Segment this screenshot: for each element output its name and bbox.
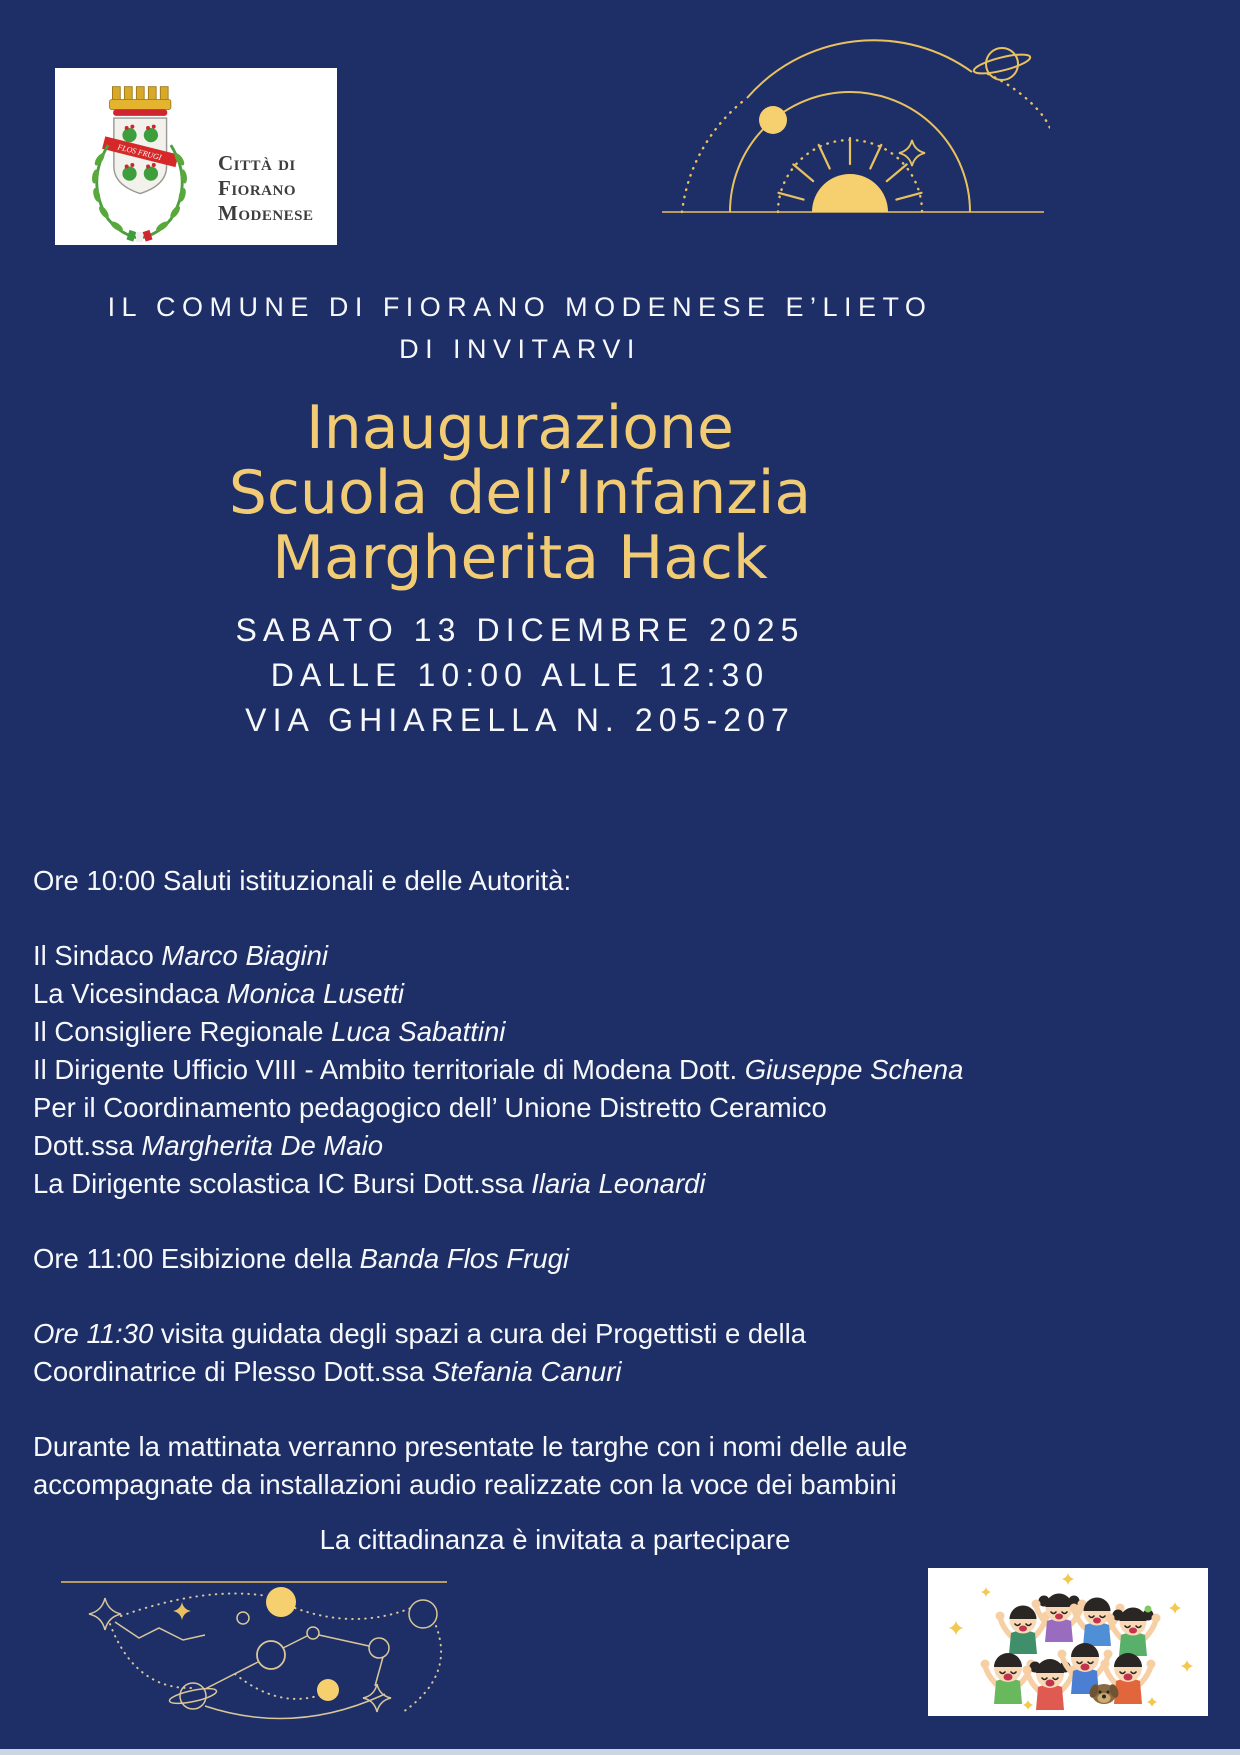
cheering-children-icon xyxy=(928,1568,1208,1716)
page-title xyxy=(0,393,1040,593)
municipality-name-line: Modenese xyxy=(218,201,314,225)
star-icon xyxy=(899,140,925,166)
children-illustration xyxy=(928,1568,1208,1716)
event-date: SABATO 13 DICEMBRE 2025 xyxy=(235,612,805,648)
program-line: Il Sindaco Marco Biagini xyxy=(33,940,329,971)
event-details xyxy=(0,608,1040,743)
event-address: VIA GHIARELLA N. 205-207 xyxy=(245,702,795,738)
sparkle-icon xyxy=(173,1602,191,1620)
program xyxy=(33,862,1213,1504)
municipality-name-line: Fiorano xyxy=(218,176,296,200)
program-line: La Dirigente scolastica IC Bursi Dott.ssa Ilaria Leonardi xyxy=(33,1168,706,1199)
program-paragraph xyxy=(33,1240,1213,1278)
header-lead xyxy=(0,286,1040,370)
constellation-decoration-icon xyxy=(55,1578,455,1730)
solar-system-decoration-icon xyxy=(650,36,1050,218)
event-time: DALLE 10:00 ALLE 12:30 xyxy=(270,657,770,693)
program-line: accompagnate da installazioni audio realizzate con la voce dei bambini xyxy=(33,1469,897,1500)
program-paragraph xyxy=(33,862,1213,900)
program-line: Coordinatrice di Plesso Dott.ssa Stefania Canuri xyxy=(33,1356,622,1387)
child-figure xyxy=(996,1606,1051,1655)
planet-icon xyxy=(759,106,787,134)
planet-icon xyxy=(317,1679,339,1701)
motto-text: FLOS FRUGI xyxy=(116,142,163,163)
program-line: La Vicesindaca Monica Lusetti xyxy=(33,978,404,1009)
orbit-outer xyxy=(747,40,972,98)
program-line: Il Dirigente Ufficio VIII - Ambito territoriale di Modena Dott. Giuseppe Schena xyxy=(33,1054,964,1085)
program-paragraph xyxy=(33,1315,1213,1391)
invitation-text: La cittadinanza è invitata a partecipare xyxy=(319,1524,791,1555)
municipality-name-line: Città di xyxy=(218,151,296,175)
municipality-logo xyxy=(55,68,337,245)
program-line: Dott.ssa Margherita De Maio xyxy=(33,1130,383,1161)
planet-icon xyxy=(266,1587,296,1617)
saturn-icon xyxy=(972,48,1031,80)
title-line-1: Inaugurazione xyxy=(306,393,734,463)
rising-sun-icon xyxy=(812,174,888,212)
child-figure xyxy=(1106,1606,1161,1657)
program-paragraph xyxy=(33,937,1213,1203)
title-line-2: Scuola dell’Infanzia xyxy=(228,458,812,528)
program-line: Il Consigliere Regionale Luca Sabattini xyxy=(33,1016,506,1047)
program-paragraph xyxy=(33,1428,1213,1504)
header-line-1: IL COMUNE DI FIORANO MODENESE E’LIETO xyxy=(107,292,933,322)
program-line: Per il Coordinamento pedagogico dell’ Unione Distretto Ceramico xyxy=(33,1092,827,1123)
page-bottom-edge xyxy=(0,1749,1240,1755)
program-line: Ore 10:00 Saluti istituzionali e delle Autorità: xyxy=(33,865,572,896)
municipality-name xyxy=(218,151,333,226)
tricolor-ribbon xyxy=(126,230,152,242)
program-line: Durante la mattinata verranno presentate le targhe con i nomi delle aule xyxy=(33,1431,908,1462)
title-line-3: Margherita Hack xyxy=(272,523,768,593)
program-line: Ore 11:00 Esibizione della Banda Flos Frugi xyxy=(33,1243,570,1274)
header-line-2: DI INVITARVI xyxy=(399,334,641,364)
program-line: Ore 11:30 visita guidata degli spazi a cura dei Progettisti e della xyxy=(33,1318,807,1349)
coat-of-arms-icon xyxy=(67,71,212,242)
star-icon xyxy=(89,1598,121,1630)
crown-icon xyxy=(110,87,171,116)
